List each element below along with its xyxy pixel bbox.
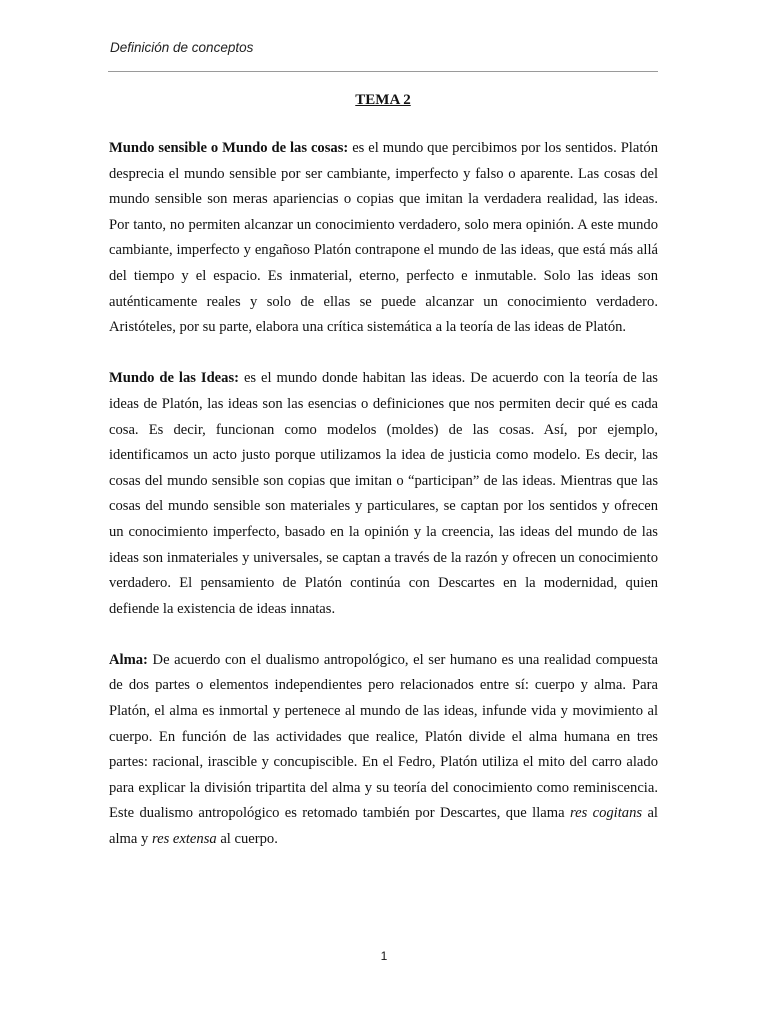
page-number: 1 <box>380 949 388 963</box>
latin-term-res-cogitans: res cogitans <box>569 805 643 822</box>
definition-text: es el mundo donde habitan las ideas. De acuerdo con la teoría de las ideas de Platón, las ideas son las esencias o definiciones que nos permiten decir qué es cada cosa. Es decir, funcionan como modelos (moldes) de las cosas. Así, por ejemplo, identificamos un acto justo porque utilizamos la idea de justicia como modelo. Es decir, las cosas del mundo sensible son copias que imitan o “participan” de las ideas. Mientras que las cosas del mundo sensible son materiales y particulares, se captan por los sentidos y ofrecen un conocimiento imperfecto, basado en la opinión y la creencia, las ideas del mundo de las ideas son inmateriales y universales, se captan a través de la razón y ofrecen un conocimiento verdadero. El pensamiento de Platón continúa con Descartes en la modernidad, quien defiende la existencia de ideas innatas. <box>109 370 658 617</box>
page-title: TEMA 2 <box>355 92 411 108</box>
definition-text-continued: al alma y <box>109 805 658 848</box>
definition-text: es el mundo que percibimos por los sentidos. Platón desprecia el mundo sensible por ser cambiante, imperfecto y falso o aparente. Las cosas del mundo sensible son meras apariencias o copias que imitan la verdadera realidad, las ideas. Por tanto, no permiten alcanzar un conocimiento verdadero, solo mera opinión. A este mundo cambiante, imperfecto y engañoso Platón contrapone el mundo de las ideas, que está más allá del tiempo y el espacio. Es inmaterial, eterno, perfecto e inmutable. Solo las ideas son auténticamente reales y solo de ellas se puede alcanzar un conocimiento verdadero. Aristóteles, por su parte, elabora una crítica sistemática a la teoría de las ideas de Platón. <box>109 140 658 336</box>
definition-mundo-sensible <box>109 136 658 341</box>
definition-term: Mundo sensible o Mundo de las cosas: <box>109 140 349 156</box>
document-body <box>109 136 658 878</box>
latin-term-res-extensa: res extensa <box>151 831 217 848</box>
header-divider <box>108 71 658 72</box>
definition-text-end: al cuerpo. <box>220 831 278 848</box>
page-header: Definición de conceptos <box>110 40 254 55</box>
definition-alma <box>109 648 658 853</box>
definition-mundo-ideas <box>109 366 658 622</box>
definition-text: De acuerdo con el dualismo antropológico, el ser humano es una realidad compuesta de dos partes o elementos independientes pero relacionados entre sí: cuerpo y alma. Para Platón, el alma es inmortal y pertenece al mundo de las ideas, infunde vida y movimiento al cuerpo. En función de las actividades que realice, Platón divide el alma humana en tres partes: racional, irascible y concupiscible. En el Fedro, Platón utiliza el mito del carro alado para explicar la división tripartita del alma y su teoría del conocimiento como reminiscencia. Este dualismo antropológico es retomado también por Descartes, que llama <box>109 651 658 822</box>
definition-term: Alma: <box>109 651 148 668</box>
definition-term: Mundo de las Ideas: <box>109 370 239 387</box>
